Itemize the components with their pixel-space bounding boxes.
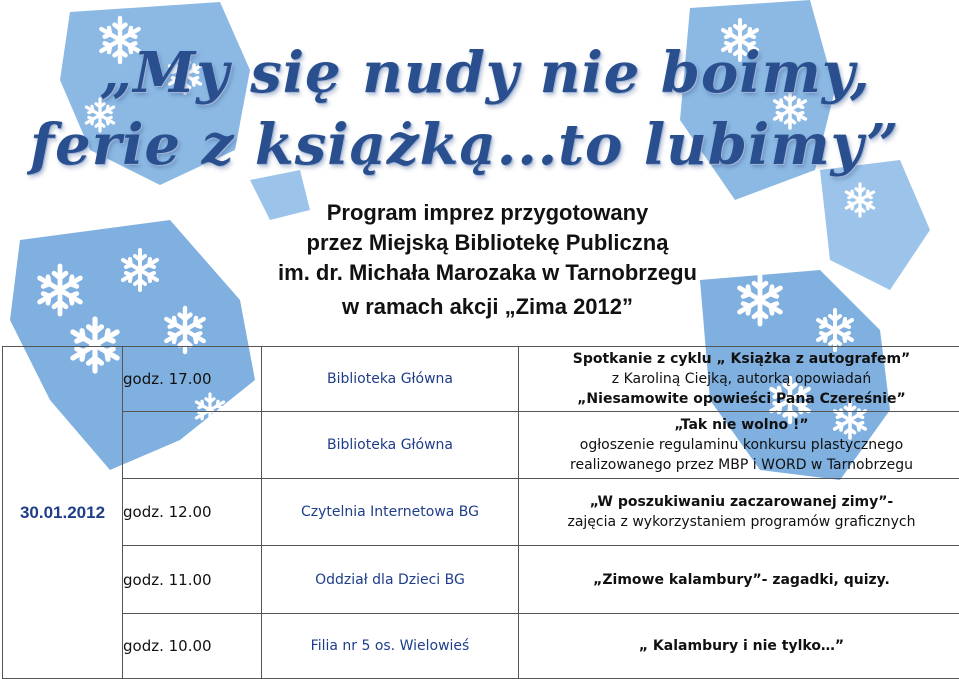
table-row [3,347,959,412]
event-cell [519,546,959,614]
event-line: Spotkanie z cyklu „ Książka z autografem” [519,349,959,369]
headline-line-1: „My się nudy nie boimy, [100,40,871,106]
table-row [3,614,959,679]
location-cell: Czytelnia Internetowa BG [262,479,519,546]
event-line: realizowanego przez MBP i WORD w Tarnobrzegu [519,455,959,475]
time-cell: godz. 11.00 [123,546,262,614]
subtitle-line-1: Program imprez przygotowany [140,198,835,228]
schedule-table [2,346,959,679]
event-cell [519,479,959,546]
time-cell [123,412,262,479]
event-cell [519,614,959,679]
event-line: „Tak nie wolno !” [519,415,959,435]
subtitle-line-3: im. dr. Michała Marozaka w Tarnobrzegu [140,258,835,288]
location-cell: Oddział dla Dzieci BG [262,546,519,614]
event-line: ogłoszenie regulaminu konkursu plastycznego [519,435,959,455]
event-line: zajęcia z wykorzystaniem programów graficznych [519,512,959,532]
event-cell [519,412,959,479]
location-cell: Biblioteka Główna [262,347,519,412]
table-row [3,479,959,546]
subtitle-line-4: w ramach akcji „Zima 2012” [140,292,835,322]
event-line: „W poszukiwaniu zaczarowanej zimy”- [519,492,959,512]
headline-line-2: ferie z książką...to lubimy” [30,112,899,178]
time-cell: godz. 10.00 [123,614,262,679]
time-cell: godz. 12.00 [123,479,262,546]
location-cell: Biblioteka Główna [262,412,519,479]
table-row [3,546,959,614]
event-line: „Niesamowite opowieści Pana Czereśnie” [519,389,959,409]
subtitle-line-2: przez Miejską Bibliotekę Publiczną [140,228,835,258]
time-cell: godz. 17.00 [123,347,262,412]
location-cell: Filia nr 5 os. Wielowieś [262,614,519,679]
date-cell: 30.01.2012 [3,347,123,679]
event-line: „Zimowe kalambury”- zagadki, quizy. [519,570,959,590]
table-row [3,412,959,479]
event-line: „ Kalambury i nie tylko…” [519,636,959,656]
event-line: z Karoliną Ciejką, autorką opowiadań [519,369,959,389]
event-cell [519,347,959,412]
